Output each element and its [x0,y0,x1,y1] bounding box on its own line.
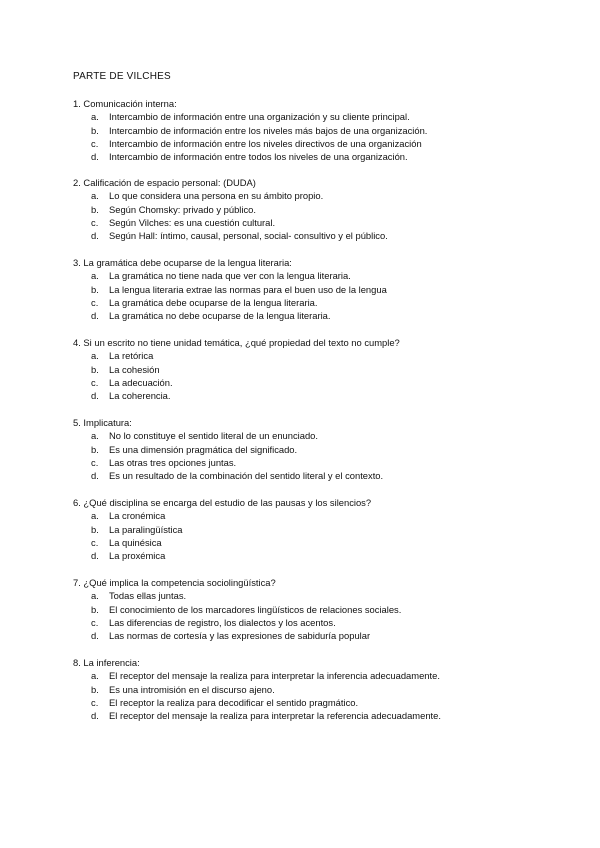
option-letter: a. [91,270,99,282]
option-item [73,669,543,682]
question-7 [73,576,543,642]
option-item [73,110,543,123]
option-letter: c. [91,456,99,468]
option-item [73,616,543,629]
option-item [73,389,543,402]
option-letter: b. [91,124,99,136]
question-text: 8. La inferencia: [73,657,140,668]
option-item [73,269,543,282]
option-text: La retórica [109,350,154,362]
option-list [73,429,543,482]
option-letter: a. [91,670,99,682]
option-text: El receptor la realiza para decodificar el sentido pragmático. [109,696,359,708]
option-text: La gramática debe ocuparse de la lengua literaria. [109,296,318,308]
option-text: El receptor del mensaje la realiza para interpretar la referencia adecuadamente. [109,710,441,722]
option-text: No lo constituye el sentido literal de un enunciado. [109,430,318,442]
option-letter: c. [91,696,99,708]
option-text: El conocimiento de los marcadores lingüísticos de relaciones sociales. [109,603,402,615]
option-item [73,696,543,709]
option-letter: b. [91,203,99,215]
option-letter: c. [91,376,99,388]
option-item [73,629,543,642]
option-text: Las normas de cortesía y las expresiones de sabiduría popular [109,630,371,642]
option-list [73,110,543,163]
option-item [73,137,543,150]
option-text: La paralingüística [109,523,183,535]
option-text: Lo que considera una persona en su ámbito propio. [109,190,324,202]
option-letter: b. [91,283,99,295]
option-letter: b. [91,443,99,455]
option-text: Intercambio de información entre todos los niveles de una organización. [109,151,408,163]
option-letter: c. [91,216,99,228]
option-letter: d. [91,630,99,642]
option-text: La cohesión [109,363,160,375]
option-text: La adecuación. [109,376,173,388]
option-item [73,523,543,536]
option-text: Según Chomsky: privado y público. [109,203,256,215]
option-text: Todas ellas juntas. [109,590,187,602]
option-item [73,349,543,362]
option-item [73,124,543,137]
option-item [73,589,543,602]
option-letter: d. [91,390,99,402]
option-letter: d. [91,470,99,482]
question-3 [73,256,543,322]
question-8 [73,656,543,722]
option-letter: d. [91,710,99,722]
option-letter: a. [91,430,99,442]
option-item [73,469,543,482]
option-item [73,283,543,296]
option-text: Las otras tres opciones juntas. [109,456,237,468]
option-item [73,189,543,202]
option-item [73,229,543,242]
option-letter: d. [91,230,99,242]
option-item [73,443,543,456]
option-text: El receptor del mensaje la realiza para interpretar la inferencia adecuadamente. [109,670,440,682]
option-text: Según Vilches: es una cuestión cultural. [109,216,276,228]
option-item [73,216,543,229]
question-text: 1. Comunicación interna: [73,98,177,109]
option-text: La quinésica [109,536,162,548]
option-text: La coherencia. [109,390,171,402]
option-letter: c. [91,616,99,628]
option-text: La gramática no debe ocuparse de la lengua literaria. [109,310,331,322]
question-text: 2. Calificación de espacio personal: (DUDA) [73,177,256,188]
option-list [73,669,543,722]
question-2 [73,176,543,242]
question-text: 7. ¿Qué implica la competencia sociolingüística? [73,577,276,588]
option-item [73,203,543,216]
option-text: Es un resultado de la combinación del sentido literal y el contexto. [109,470,384,482]
option-letter: d. [91,151,99,163]
question-text: 3. La gramática debe ocuparse de la lengua literaria: [73,257,292,268]
option-letter: c. [91,296,99,308]
option-text: Según Hall: íntimo, causal, personal, social- consultivo y el público. [109,230,388,242]
question-6 [73,496,543,562]
option-letter: d. [91,550,99,562]
option-text: Es una dimensión pragmática del significado. [109,443,298,455]
option-item [73,536,543,549]
option-text: Intercambio de información entre los niveles más bajos de una organización. [109,124,428,136]
option-text: Las diferencias de registro, los dialectos y los acentos. [109,616,336,628]
option-letter: b. [91,603,99,615]
option-letter: c. [91,137,99,149]
option-item [73,309,543,322]
question-4 [73,336,543,402]
option-item [73,429,543,442]
option-letter: b. [91,363,99,375]
question-1 [73,97,543,163]
option-letter: b. [91,523,99,535]
option-list [73,189,543,242]
option-item [73,363,543,376]
option-item [73,456,543,469]
option-letter: d. [91,310,99,322]
question-text: 4. Si un escrito no tiene unidad temática, ¿qué propiedad del texto no cumple? [73,337,400,348]
option-text: La proxémica [109,550,166,562]
option-letter: a. [91,350,99,362]
option-item [73,376,543,389]
option-list [73,269,543,322]
option-item [73,603,543,616]
option-letter: c. [91,536,99,548]
option-text: Intercambio de información entre los niveles directivos de una organización [109,137,422,149]
option-letter: b. [91,683,99,695]
option-list [73,349,543,402]
option-text: La lengua literaria extrae las normas para el buen uso de la lengua [109,283,387,295]
option-letter: a. [91,510,99,522]
option-letter: a. [91,190,99,202]
option-list [73,589,543,642]
option-text: La cronémica [109,510,166,522]
option-letter: a. [91,590,99,602]
option-item [73,509,543,522]
option-item [73,296,543,309]
option-item [73,549,543,562]
option-text: Es una intromisión en el discurso ajeno. [109,683,275,695]
question-5 [73,416,543,482]
option-item [73,150,543,163]
option-item [73,709,543,722]
question-text: 5. Implicatura: [73,417,132,428]
option-text: Intercambio de información entre una organización y su cliente principal. [109,111,410,123]
question-text: 6. ¿Qué disciplina se encarga del estudio de las pausas y los silencios? [73,497,372,508]
option-letter: a. [91,111,99,123]
option-text: La gramática no tiene nada que ver con la lengua literaria. [109,270,351,282]
option-list [73,509,543,562]
option-item [73,683,543,696]
page-title: PARTE DE VILCHES [73,71,171,82]
